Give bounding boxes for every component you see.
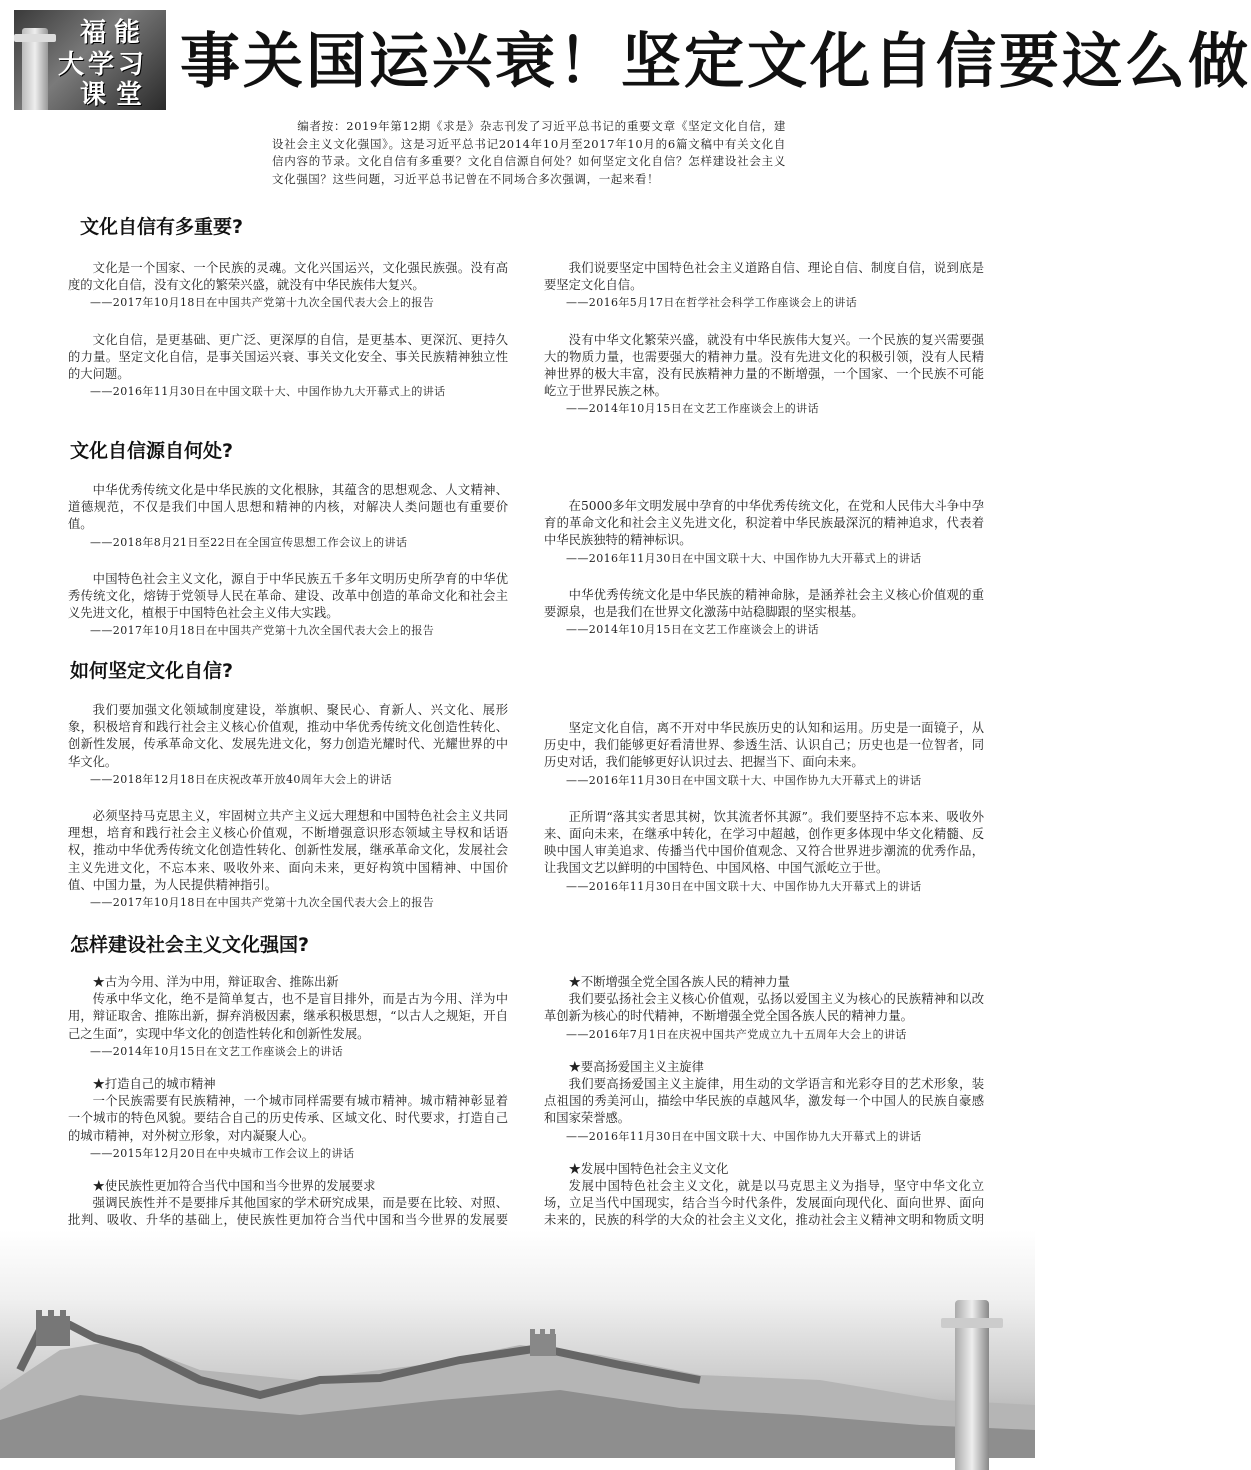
quote-text: 强调民族性并不是要排斥其他国家的学术研究成果，而是要在比较、对照、批判、吸收、升华的基础上，使民族性更加符合当代中国和当今世界的发展要 <box>68 1196 508 1228</box>
quote-text: 正所谓“落其实者思其树，饮其流者怀其源”。我们要坚持不忘本来、吸收外来、面向未来，在继承中转化，在学习中超越，创作更多体现中华文化精髓、反映中国人审美追求、传播当代中国价值观念、又符合世界进步潮流的优秀作品，让我国文艺以鲜明的中国特色、中国风格、中国气派屹立于世。 <box>544 809 984 876</box>
quote-source: ——2016年11月30日在中国文联十大、中国作协九大开幕式上的讲话 <box>566 879 922 893</box>
logo-line-3: 课堂 <box>80 80 153 110</box>
quote-subheading: ★打造自己的城市精神 <box>92 1077 216 1092</box>
quote-entry <box>544 1059 984 1145</box>
section-heading-build: 怎样建设社会主义文化强国? <box>70 934 310 956</box>
quote-entry <box>544 260 984 312</box>
huabiao-pillar-icon <box>955 1300 989 1470</box>
quote-entry <box>544 809 984 895</box>
quote-source: ——2016年11月30日在中国文联十大、中国作协九大开幕式上的讲话 <box>566 773 922 787</box>
quote-text: 文化是一个国家、一个民族的灵魂。文化兴国运兴，文化强民族强。没有高度的文化自信，没有文化的繁荣兴盛，就没有中华民族伟大复兴。 <box>68 261 508 293</box>
quote-text: 传承中华文化，绝不是简单复古，也不是盲目排外，而是古为今用、洋为中用，辩证取舍、推陈出新，摒弃消极因素，继承积极思想，“以古人之规矩，开自己之生面”，实现中华文化的创造性转化和创新性发展。 <box>68 992 508 1041</box>
section-heading-origin: 文化自信源自何处? <box>70 440 234 462</box>
section-heading-importance: 文化自信有多重要? <box>80 216 244 238</box>
quote-subheading: ★古为今用、洋为中用，辩证取舍、推陈出新 <box>92 975 339 989</box>
section4-left-column <box>68 974 508 1264</box>
quote-entry <box>68 260 508 312</box>
quote-text: 没有中华文化繁荣兴盛，就没有中华民族伟大复兴。一个民族的复兴需要强大的物质力量，也需要强大的精神力量。没有先进文化的积极引领，没有人民精神世界的极大丰富，没有民族精神力量的不断增强，一个国家、一个民族不可能屹立于世界民族之林。 <box>544 332 984 399</box>
quote-text: 坚定文化自信，离不开对中华民族历史的认知和运用。历史是一面镜子，从历史中，我们能够更好看清世界、参透生活、认识自己；历史也是一位智者，同历史对话，我们能够更好认识过去、把握当下、面向未来。 <box>544 721 984 770</box>
huabiao-pillar-icon <box>22 28 48 110</box>
quote-subheading: ★发展中国特色社会主义文化 <box>568 1161 729 1176</box>
section4-right-column <box>544 974 984 1264</box>
quote-entry <box>68 974 508 1060</box>
quote-source: ——2014年10月15日在文艺工作座谈会上的讲话 <box>90 1044 343 1058</box>
quote-source: ——2015年12月20日在中央城市工作会议上的讲话 <box>90 1146 355 1160</box>
quote-source: ——2017年10月18日在中国共产党第十九次全国代表大会上的报告 <box>90 624 435 638</box>
quote-entry <box>544 332 984 418</box>
section2-left-column <box>68 482 508 640</box>
quote-subheading: ★使民族性更加符合当代中国和当今世界的发展要求 <box>92 1179 376 1194</box>
logo-line-2: 大学习 <box>58 50 149 80</box>
quote-entry <box>544 498 984 567</box>
quote-entry <box>544 720 984 789</box>
quote-source: ——2014年10月15日在文艺工作座谈会上的讲话 <box>566 623 819 637</box>
editor-note: 编者按：2019年第12期《求是》杂志刊发了习近平总书记的重要文章《坚定文化自信，建设社会主义文化强国》。这是习近平总书记2014年10月至2017年10月的6篇文稿中有关文化自信内容的节录。文化自信有多重要？文化自信源自何处？如何坚定文化自信？怎样建设社会主义文化强国？这些问题，习近平总书记曾在不同场合多次强调，一起来看！ <box>272 119 786 186</box>
quote-source: ——2016年11月30日在中国文联十大、中国作协九大开幕式上的讲话 <box>566 551 922 565</box>
quote-text: 中国特色社会主义文化，源自于中华民族五千多年文明历史所孕育的中华优秀传统文化，熔铸于党领导人民在革命、建设、改革中创造的革命文化和社会主义先进文化，植根于中国特色社会主义伟大实践。 <box>68 571 508 621</box>
quote-entry <box>68 808 508 911</box>
quote-text: 我们说要坚定中国特色社会主义道路自信、理论自信、制度自信，说到底是要坚定文化自信。 <box>544 261 984 293</box>
quote-entry <box>68 482 508 551</box>
quote-text: 在5000多年文明发展中孕育的中华优秀传统文化，在党和人民伟大斗争中孕育的革命文化和社会主义先进文化，积淀着中华民族最深沉的精神追求，代表着中华民族独特的精神标识。 <box>544 499 984 548</box>
quote-source: ——2017年10月18日在中国共产党第十九次全国代表大会上的报告 <box>90 896 435 910</box>
quote-text: 我们要加强文化领域制度建设，举旗帜、聚民心、育新人、兴文化、展形象，积极培育和践行社会主义核心价值观，推动中华优秀传统文化创造性转化、创新性发展，传承革命文化、发展先进文化，努力创造光耀时代、光耀世界的中华文化。 <box>68 703 508 769</box>
quote-entry <box>544 974 984 1043</box>
quote-text: 我们要高扬爱国主义主旋律，用生动的文学语言和光彩夺目的艺术形象，装点祖国的秀美河山，描绘中华民族的卓越风华，激发每一个中国人的民族自豪感和国家荣誉感。 <box>544 1077 984 1126</box>
quote-source: ——2014年10月15日在文艺工作座谈会上的讲话 <box>566 402 819 416</box>
quote-text: 文化自信，是更基础、更广泛、更深厚的自信，是更基本、更深沉、更持久的力量。坚定文化自信，是事关国运兴衰、事关文化安全、事关民族精神独立性的大问题。 <box>68 332 508 382</box>
section3-right-column <box>544 720 984 895</box>
quote-text: 我们要弘扬社会主义核心价值观，弘扬以爱国主义为核心的民族精神和以改革创新为核心的时代精神，不断增强全党全国各族人民的精神力量。 <box>544 992 984 1024</box>
quote-entry <box>68 571 508 640</box>
column-logo <box>14 10 166 110</box>
quote-text: 一个民族需要有民族精神，一个城市同样需要有城市精神。城市精神彰显着一个城市的特色风貌。要结合自己的历史传承、区域文化、时代要求，打造自己的城市精神，对外树立形象，对内凝聚人心。 <box>68 1094 508 1143</box>
logo-line-1: 福能 <box>80 18 149 48</box>
quote-entry <box>544 587 984 639</box>
quote-source: ——2016年7月1日在庆祝中国共产党成立九十五周年大会上的讲话 <box>566 1027 907 1041</box>
quote-source: ——2016年5月17日在哲学社会科学工作座谈会上的讲话 <box>566 296 858 310</box>
quote-text: 中华优秀传统文化是中华民族的文化根脉，其蕴含的思想观念、人文精神、道德规范，不仅是我们中国人思想和精神的内核，对解决人类问题也有重要价值。 <box>68 483 508 532</box>
section-heading-how: 如何坚定文化自信? <box>70 660 234 682</box>
quote-entry <box>68 1076 508 1162</box>
great-wall-scenery <box>0 1230 1035 1458</box>
quote-source: ——2018年8月21日至22日在全国宣传思想工作会议上的讲话 <box>90 535 408 549</box>
great-wall-icon <box>0 1230 1035 1458</box>
quote-source: ——2016年11月30日在中国文联十大、中国作协九大开幕式上的讲话 <box>90 385 446 399</box>
quote-subheading: ★不断增强全党全国各族人民的精神力量 <box>568 975 790 989</box>
page-title: 事关国运兴衰！坚定文化自信要这么做 <box>180 27 1251 97</box>
quote-subheading: ★要高扬爱国主义主旋律 <box>568 1059 704 1074</box>
quote-text: 中华优秀传统文化是中华民族的精神命脉，是涵养社会主义核心价值观的重要源泉，也是我们在世界文化激荡中站稳脚跟的坚实根基。 <box>544 587 984 620</box>
quote-entry <box>68 332 508 401</box>
section3-left-column <box>68 702 508 911</box>
quote-text: 发展中国特色社会主义文化，就是以马克思主义为指导，坚守中华文化立场，立足当代中国现实，结合当今时代条件，发展面向现代化、面向世界、面向未来的，民族的科学的大众的社会主义文化，推动社会主义精神文明和物质文明 <box>544 1179 984 1228</box>
quote-text: 必须坚持马克思主义，牢固树立共产主义远大理想和中国特色社会主义共同理想，培育和践行社会主义核心价值观，不断增强意识形态领域主导权和话语权，推动中华优秀传统文化创造性转化、创新性发展，继承革命文化，发展社会主义先进文化，不忘本来、吸收外来、面向未来，更好构筑中国精神、中国价值、中国力量，为人民提供精神指引。 <box>68 809 508 892</box>
quote-source: ——2017年10月18日在中国共产党第十九次全国代表大会上的报告 <box>90 296 435 310</box>
section1-right-column <box>544 260 984 418</box>
quote-entry <box>68 702 508 788</box>
section2-right-column <box>544 498 984 638</box>
section1-left-column <box>68 260 508 400</box>
quote-source: ——2016年11月30日在中国文联十大、中国作协九大开幕式上的讲话 <box>566 1129 922 1143</box>
quote-source: ——2018年12月18日在庆祝改革开放40周年大会上的讲话 <box>90 772 392 786</box>
